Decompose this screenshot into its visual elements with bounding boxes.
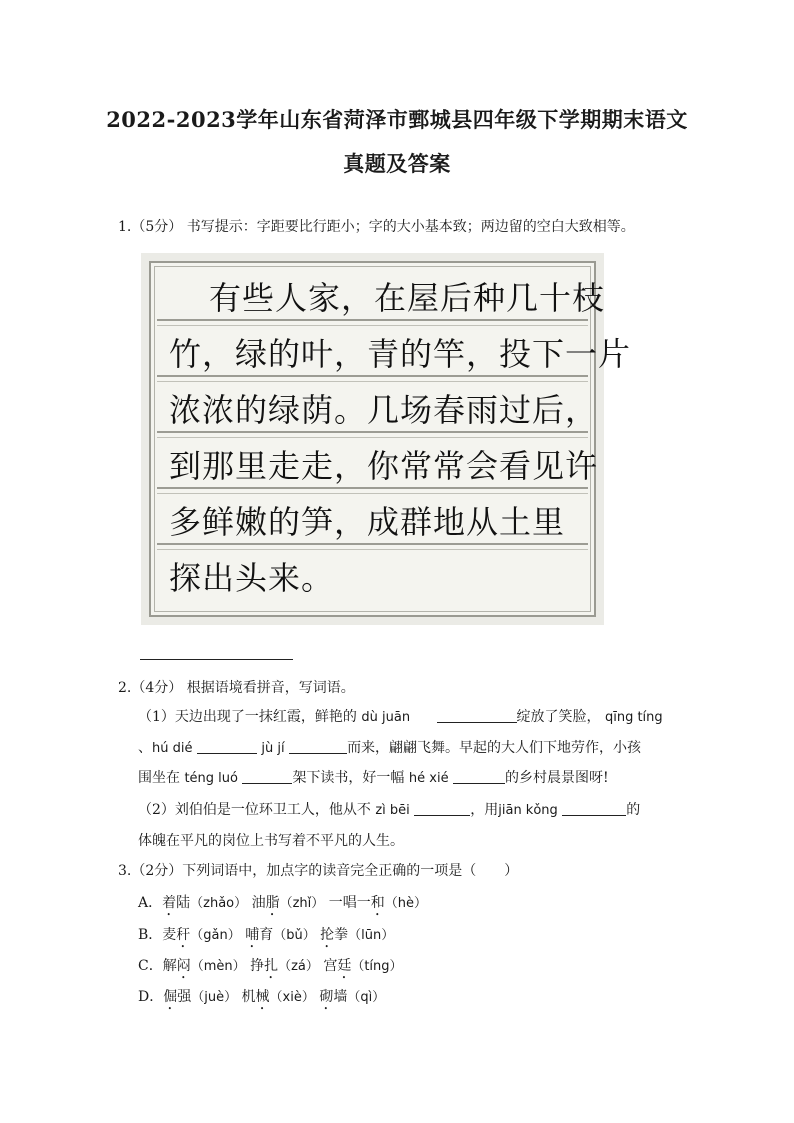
document-title-line2: 真题及答案	[343, 151, 451, 176]
option-dotted-char: 械	[255, 989, 270, 1005]
option-char: 育	[259, 927, 274, 943]
option-dotted-char: 脂	[265, 895, 280, 911]
option-char: 强	[177, 989, 192, 1005]
q1-answer-line[interactable]	[140, 659, 293, 660]
answer-blank-zibei[interactable]	[414, 801, 470, 816]
option-char: 墙	[333, 989, 348, 1005]
q2-line-4	[138, 800, 640, 821]
answer-blank-jiankong[interactable]	[562, 801, 626, 816]
q3-option-d[interactable]	[138, 987, 385, 1013]
option-pinyin: （bǔ）	[273, 928, 316, 943]
option-dotted-char: 倔	[163, 989, 178, 1005]
option-letter: A．	[138, 895, 163, 911]
q2-text: 架下读书，好一幅	[292, 770, 405, 786]
q3-option-a[interactable]	[138, 893, 427, 919]
q2-text: （1）天边出现了一抹红霞，鲜艳的	[138, 709, 357, 725]
handwriting-line-2: 竹，绿的叶，青的竿，投下一片	[169, 335, 632, 373]
option-dotted-char: 砌	[319, 989, 334, 1005]
pinyin-hexie: hé xié	[408, 771, 449, 786]
option-pinyin: （gǎn）	[190, 928, 241, 943]
answer-blank-tengluo[interactable]	[242, 769, 292, 784]
option-pinyin: （juè）	[191, 990, 238, 1005]
option-letter: D．	[138, 989, 164, 1005]
handwriting-line-6: 探出头来。	[169, 559, 335, 597]
handwriting-sample-photo	[141, 253, 632, 625]
q2-prompt: 2.（4分） 根据语境看拼音，写词语。	[118, 680, 355, 696]
option-dotted-char: 哺	[245, 927, 260, 943]
q2-text: （2）刘伯伯是一位环卫工人，他从不	[138, 802, 371, 818]
option-dotted-char: 秆	[176, 927, 191, 943]
option-pinyin: （tíng）	[351, 959, 403, 974]
answer-blank-juji[interactable]	[289, 739, 347, 754]
handwriting-line-1: 有些人家，在屋后种几十枝	[209, 279, 606, 317]
option-dotted-char: 扎	[264, 958, 279, 974]
option-char: 挣	[250, 958, 265, 974]
option-char: 拳	[334, 927, 349, 943]
answer-blank-hexie[interactable]	[453, 769, 505, 784]
option-dotted-char: 闷	[176, 958, 191, 974]
option-dotted-char: 廷	[337, 958, 352, 974]
option-pinyin: （qì）	[347, 990, 386, 1005]
option-pinyin: （mèn）	[190, 959, 246, 974]
q3-option-b[interactable]	[138, 925, 394, 951]
pinyin-qingting: qīng tíng	[604, 710, 663, 725]
q2-text: 的乡村晨景图呀!	[505, 770, 609, 786]
option-char: 一唱一	[328, 895, 371, 911]
q2-text: 而来，翩翩飞舞。早起的大人们下地劳作，小孩	[347, 740, 642, 756]
option-pinyin: （zá）	[278, 959, 319, 974]
option-pinyin: （zhǎo）	[190, 896, 248, 911]
option-pinyin: （xiè）	[269, 990, 315, 1005]
option-dotted-char: 和	[370, 895, 385, 911]
q2-text: ，用	[470, 802, 499, 818]
q2-text: 绽放了笑脸，	[516, 709, 601, 725]
option-dotted-char: 着	[162, 895, 177, 911]
option-pinyin: （zhǐ）	[279, 896, 325, 911]
handwriting-line-4: 到那里走走，你常常会看见许	[169, 447, 599, 485]
pinyin-zibei: zì bēi	[375, 803, 410, 818]
option-char: 麦	[162, 927, 177, 943]
q2-text: 的	[626, 802, 641, 818]
q2-text: 围坐在	[138, 770, 180, 786]
option-char: 陆	[176, 895, 191, 911]
option-dotted-char: 抡	[320, 927, 335, 943]
q2-text: 、	[138, 740, 152, 756]
document-title-line1: 2022-2023学年山东省菏泽市鄄城县四年级下学期期末语文	[106, 107, 688, 132]
option-char: 解	[162, 958, 177, 974]
pinyin-jiankong: jiān kǒng	[498, 803, 558, 818]
answer-blank-dujuan[interactable]	[437, 708, 517, 723]
q2-line-5: 体魄在平凡的岗位上书写着不平凡的人生。	[138, 833, 404, 849]
q3-option-c[interactable]	[138, 956, 403, 982]
pinyin-tengluo: téng luó	[184, 771, 238, 786]
option-pinyin: （hè）	[384, 896, 427, 911]
handwriting-line-5: 多鲜嫩的笋，成群地从土里	[169, 503, 566, 541]
q1-prompt: 1.（5分） 书写提示：字距要比行距小；字的大小基本致；两边留的空白大致相等。	[118, 219, 635, 235]
q2-line-2	[138, 738, 641, 759]
option-char: 油	[251, 895, 266, 911]
answer-blank-hudie[interactable]	[197, 739, 257, 754]
q2-line-3	[138, 768, 609, 789]
pinyin-hudie: hú dié	[152, 741, 193, 756]
q2-line-1	[138, 707, 663, 728]
option-pinyin: （lūn）	[348, 928, 395, 943]
pinyin-dujuan: dù juān	[361, 710, 411, 725]
option-char: 宫	[323, 958, 338, 974]
handwriting-line-3: 浓浓的绿荫。几场春雨过后，	[169, 391, 599, 429]
pinyin-juji: jù jí	[261, 741, 285, 756]
option-letter: C．	[138, 958, 163, 974]
q3-prompt: 3.（2分）下列词语中，加点字的读音完全正确的一项是（ ）	[118, 863, 519, 879]
option-char: 机	[241, 989, 256, 1005]
option-letter: B．	[138, 927, 163, 943]
